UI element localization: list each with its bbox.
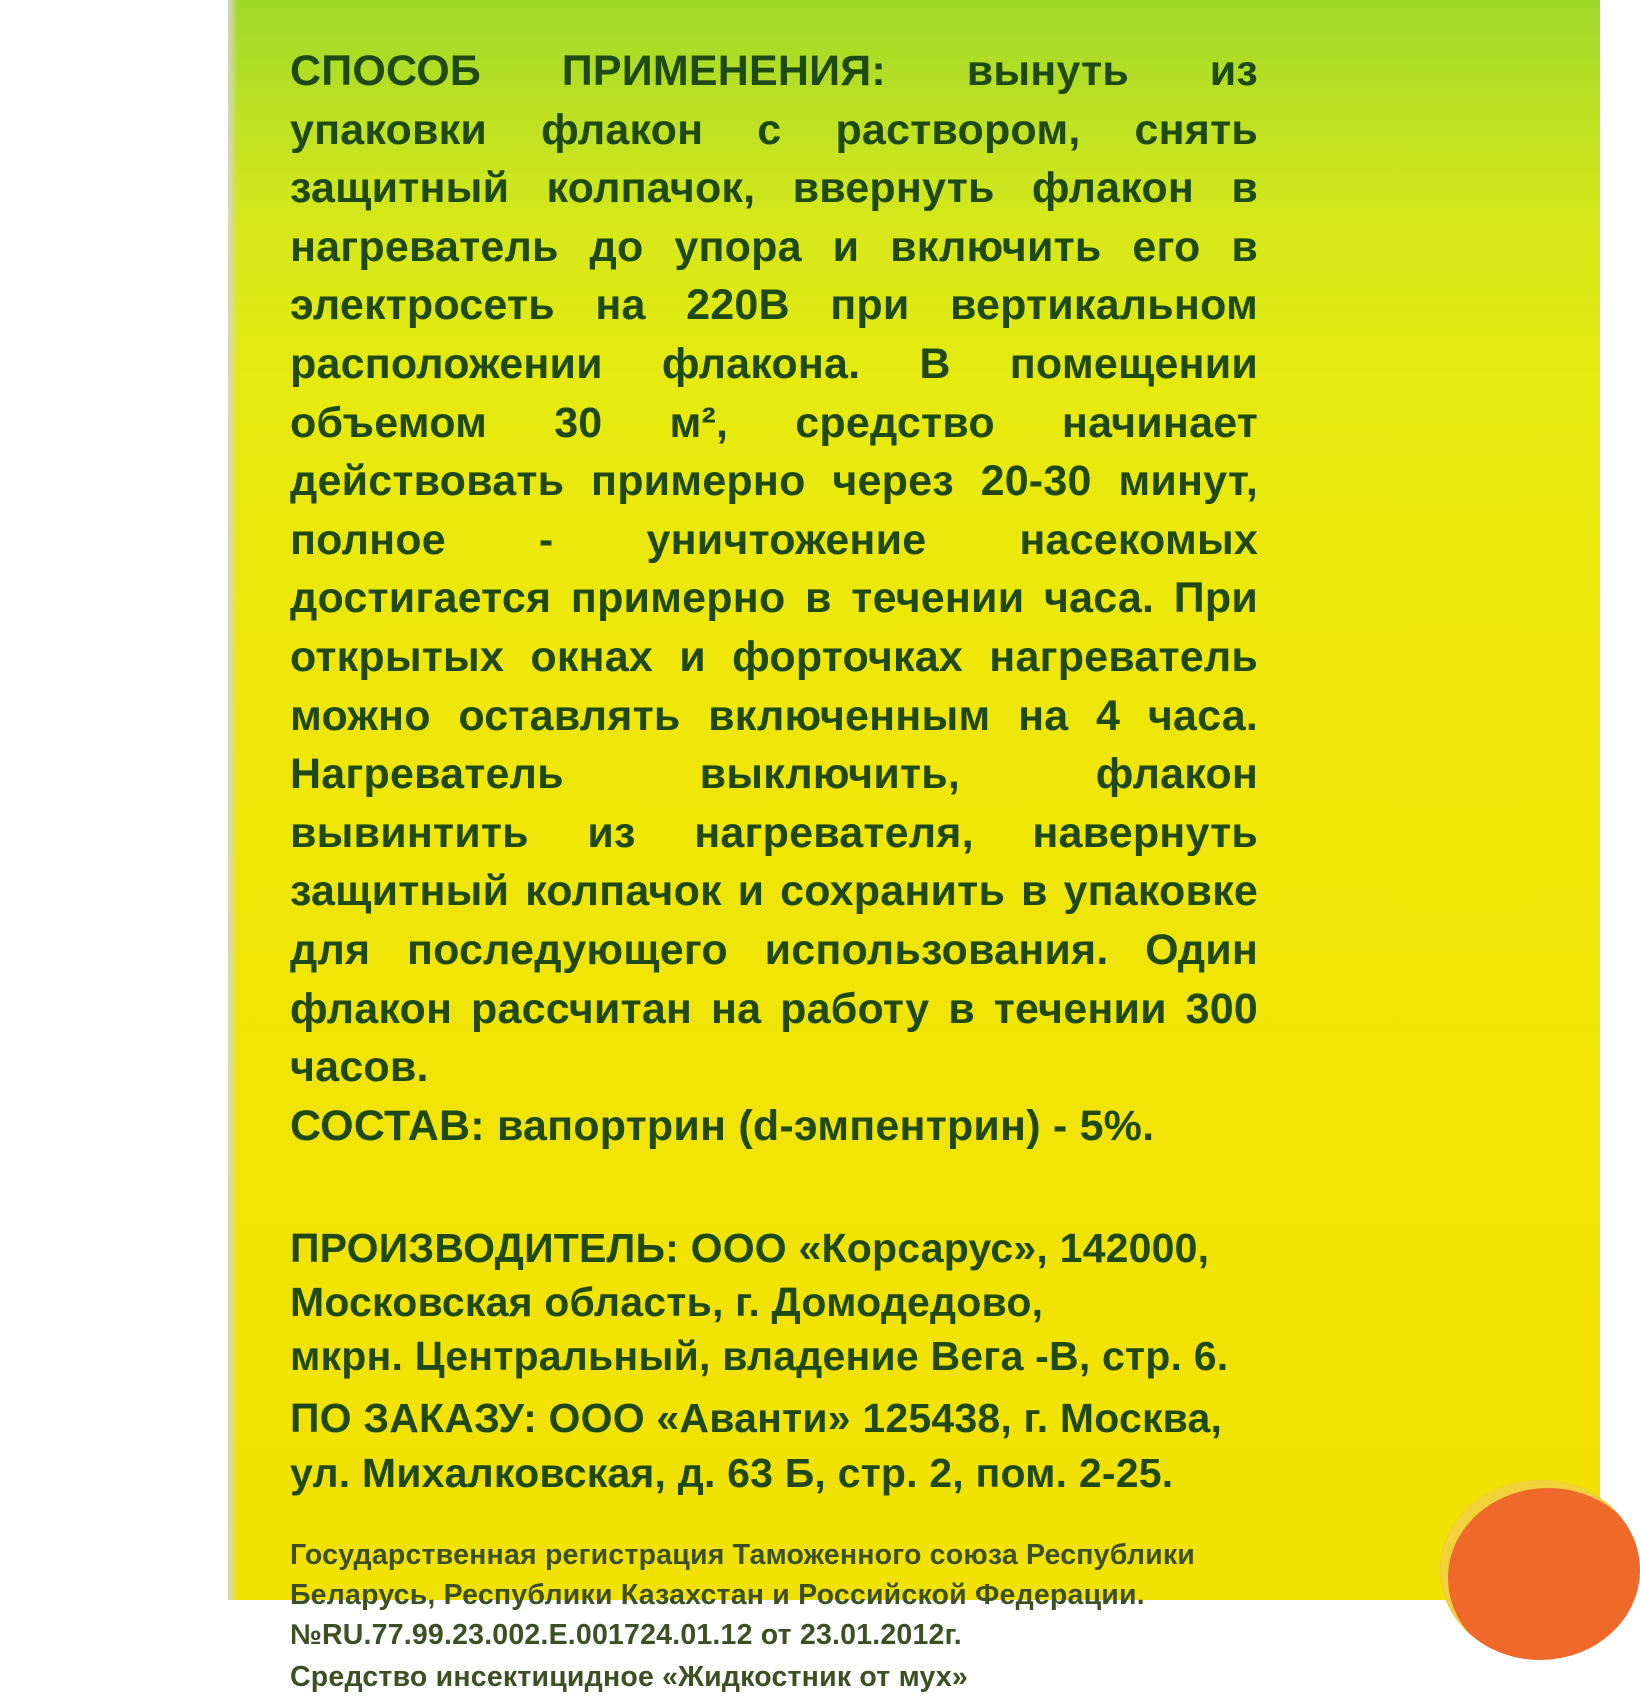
composition-text: вапортрин (d-эмпентрин) - 5%. (496, 1101, 1155, 1150)
registration-line-2: Беларусь, Республики Казахстан и Российской Федерации. (290, 1578, 1145, 1611)
product-package (228, 0, 1600, 1693)
manufacturer-line-2: Московская область, г. Домодедово, (290, 1278, 1044, 1325)
manufacturer (290, 1221, 1258, 1383)
background-margin (0, 0, 228, 1600)
label-text (290, 42, 1258, 1697)
usage-instructions (290, 42, 1258, 1097)
order-line-2: ул. Михалковская, д. 63 Б, стр. 2, пом. 2-25. (290, 1449, 1174, 1496)
usage-text: вынуть из упаковки флакон с раствором, снять защитный колпачок, ввернуть флакон в нагреватель до упора и включить его в электросеть на 220В при вертикальном расположении флакона. В помещении объемом 30 м², средство начинает действовать примерно через 20-30 минут, полное - уничтожение насекомых достигается примерно в течении часа. При открытых окнах и форточках нагреватель можно оставлять включенным на 4 часа. Нагреватель выключить, флакон вывинтить из нагревателя, навернуть защитный колпачок и сохранить в упаковке для последующего использования. Один флакон рассчитан на работу в течении 300 часов. (290, 47, 1258, 1092)
composition (290, 1097, 1258, 1155)
registration-info (290, 1535, 1258, 1697)
package-edge (228, 0, 238, 1600)
registration-line-1: Государственная регистрация Таможенного союза Республики (290, 1538, 1196, 1571)
manufacturer-label: ПРОИЗВОДИТЕЛЬ: (290, 1224, 680, 1271)
manufacturer-line-3: мкрн. Центральный, владение Вега -В, стр. 6. (290, 1332, 1229, 1379)
registration-line-4: Средство инсектицидное «Жидкостник от мух» (290, 1660, 968, 1693)
usage-label: СПОСОБ ПРИМЕНЕНИЯ: (290, 47, 886, 95)
order-line-1: ООО «Аванти» 125438, г. Москва, (548, 1394, 1223, 1441)
order-label: ПО ЗАКАЗУ: (290, 1394, 537, 1441)
decorative-corner (1440, 1480, 1640, 1660)
registration-line-3: №RU.77.99.23.002.E.001724.01.12 от 23.01.2012г. (290, 1618, 962, 1651)
manufacturer-line-1: ООО «Корсарус», 142000, (690, 1224, 1210, 1271)
composition-label: СОСТАВ: (290, 1101, 485, 1150)
ordered-by (290, 1391, 1258, 1501)
